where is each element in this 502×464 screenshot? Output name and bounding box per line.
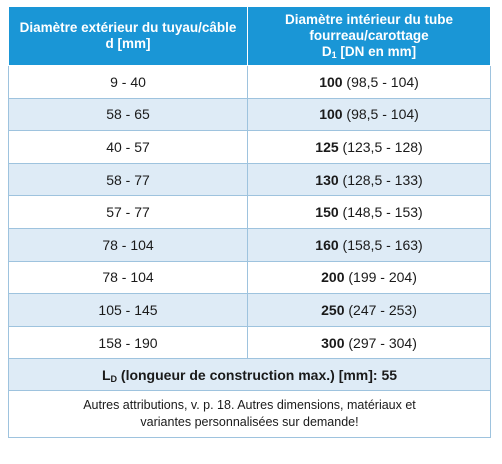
length-row bbox=[9, 359, 491, 391]
table-row bbox=[9, 326, 491, 359]
table-row bbox=[9, 66, 491, 99]
inner-diameter-cell bbox=[248, 261, 491, 294]
dn-value: 150 bbox=[315, 204, 339, 221]
dn-value: 125 bbox=[315, 138, 339, 155]
table-row bbox=[9, 261, 491, 294]
header-outer-line1: Diamètre extérieur du tuyau/câble bbox=[19, 20, 237, 35]
outer-diameter-cell: 158 - 190 bbox=[9, 326, 248, 359]
outer-diameter-cell: 78 - 104 bbox=[9, 228, 248, 261]
table-row bbox=[9, 196, 491, 229]
outer-diameter-cell: 58 - 77 bbox=[9, 163, 248, 196]
inner-diameter-cell bbox=[248, 66, 491, 99]
length-symbol: L bbox=[101, 366, 111, 383]
inner-diameter-cell bbox=[248, 98, 491, 131]
inner-diameter-cell bbox=[248, 131, 491, 164]
length-cell bbox=[9, 359, 491, 391]
outer-diameter-cell: 9 - 40 bbox=[9, 66, 248, 99]
header-outer-diameter bbox=[9, 7, 248, 66]
inner-diameter-cell bbox=[248, 196, 491, 229]
dn-range: (123,5 - 128) bbox=[338, 138, 423, 155]
note-line2: variantes personnalisées sur demande! bbox=[140, 415, 359, 430]
table-header bbox=[9, 7, 491, 66]
dn-range: (158,5 - 163) bbox=[338, 236, 423, 253]
header-inner-subscript: 1 bbox=[331, 50, 337, 60]
length-subscript: D bbox=[110, 373, 118, 384]
note-line1: Autres attributions, v. p. 18. Autres dimensions, matériaux et bbox=[83, 398, 416, 413]
spec-table-container bbox=[8, 6, 490, 438]
note-row bbox=[9, 391, 491, 438]
table-row bbox=[9, 294, 491, 327]
dn-value: 300 bbox=[321, 334, 345, 351]
header-inner-diameter bbox=[248, 7, 491, 66]
dn-value: 160 bbox=[315, 236, 339, 253]
outer-diameter-cell: 57 - 77 bbox=[9, 196, 248, 229]
dimension-table bbox=[8, 6, 491, 438]
table-row bbox=[9, 163, 491, 196]
note-cell bbox=[9, 391, 491, 438]
inner-diameter-cell bbox=[248, 163, 491, 196]
table-row bbox=[9, 228, 491, 261]
outer-diameter-cell: 78 - 104 bbox=[9, 261, 248, 294]
dn-value: 100 bbox=[319, 106, 343, 123]
table-row bbox=[9, 131, 491, 164]
dn-value: 130 bbox=[315, 171, 339, 188]
outer-diameter-cell: 58 - 65 bbox=[9, 98, 248, 131]
header-outer-line2: d [mm] bbox=[105, 36, 151, 51]
dn-range: (98,5 - 104) bbox=[342, 106, 419, 123]
table-row bbox=[9, 98, 491, 131]
header-inner-line2: fourreau/carottage bbox=[309, 28, 429, 43]
length-text: (longueur de construction max.) [mm]: 55 bbox=[117, 366, 398, 383]
dn-range: (247 - 253) bbox=[344, 301, 417, 318]
dn-range: (148,5 - 153) bbox=[338, 204, 423, 221]
dn-range: (98,5 - 104) bbox=[342, 73, 419, 90]
inner-diameter-cell bbox=[248, 294, 491, 327]
inner-diameter-cell bbox=[248, 326, 491, 359]
header-inner-unit: [DN en mm] bbox=[336, 44, 417, 59]
dn-range: (297 - 304) bbox=[344, 334, 417, 351]
table-body bbox=[9, 66, 491, 438]
outer-diameter-cell: 105 - 145 bbox=[9, 294, 248, 327]
outer-diameter-cell: 40 - 57 bbox=[9, 131, 248, 164]
inner-diameter-cell bbox=[248, 228, 491, 261]
dn-range: (199 - 204) bbox=[344, 269, 417, 286]
dn-value: 200 bbox=[321, 269, 345, 286]
header-inner-line1: Diamètre intérieur du tube bbox=[284, 12, 454, 27]
header-inner-symbol: D bbox=[321, 44, 332, 59]
dn-range: (128,5 - 133) bbox=[338, 171, 423, 188]
dn-value: 100 bbox=[319, 73, 343, 90]
dn-value: 250 bbox=[321, 301, 345, 318]
